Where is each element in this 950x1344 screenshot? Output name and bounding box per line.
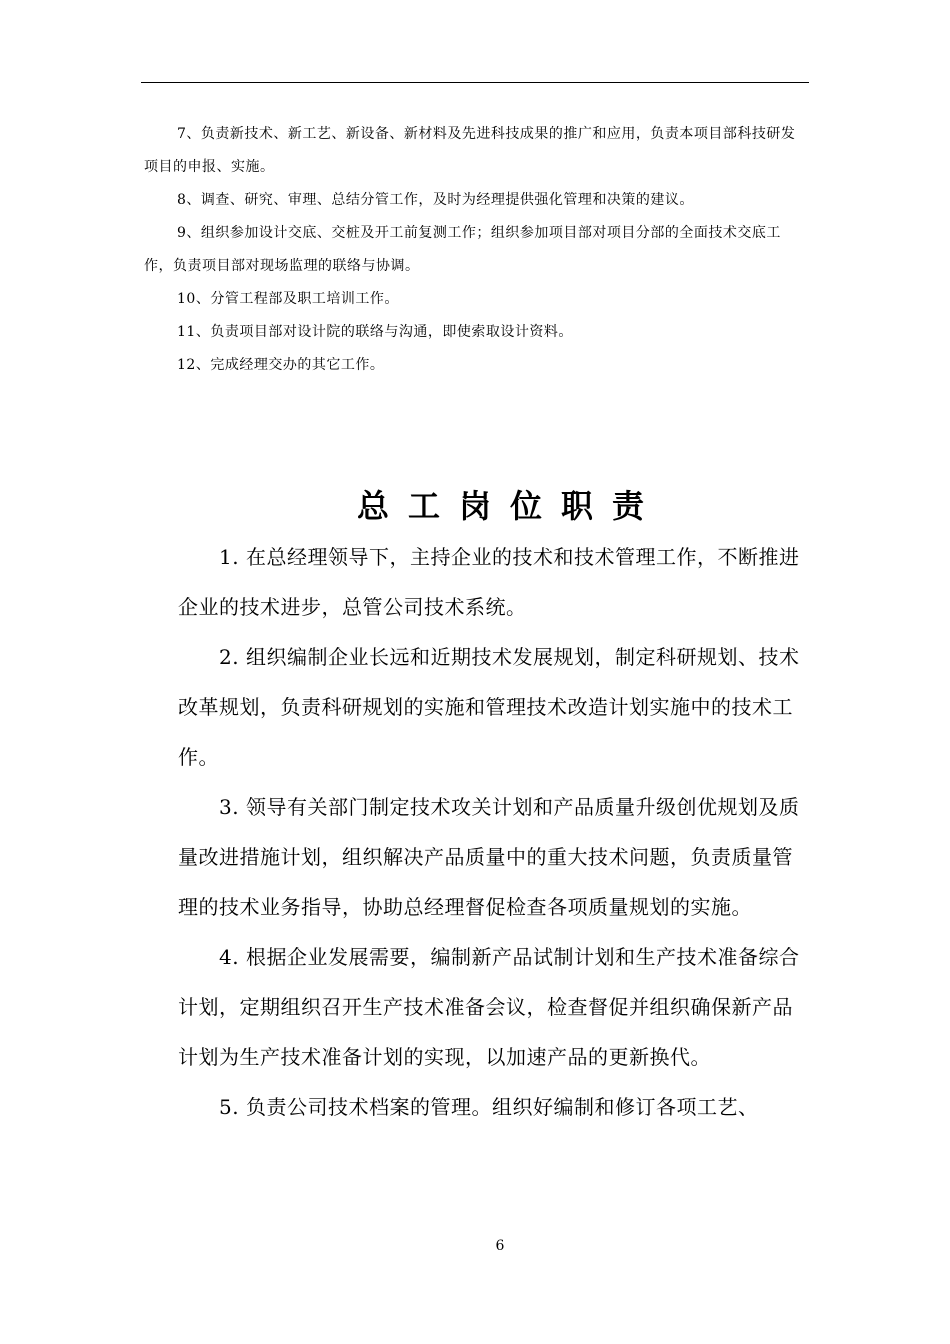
duty-paragraph: 1. 在总经理领导下，主持企业的技术和技术管理工作，不断推进企业的技术进步，总管公司技术系统。 (178, 545, 800, 619)
list-item: 11、负责项目部对设计院的联络与沟通，即使索取设计资料。 (177, 324, 573, 340)
duty-paragraph: 4. 根据企业发展需要，编制新产品试制计划和生产技术准备综合计划，定期组织召开生产技术准备会议，检查督促并组织确保新产品计划为生产技术准备计划的实现，以加速产品的更新换代。 (178, 945, 800, 1069)
header-rule (141, 82, 809, 83)
list-item: 8、调查、研究、审理、总结分管工作，及时为经理提供强化管理和决策的建议。 (177, 192, 694, 208)
list-item: 10、分管工程部及职工培训工作。 (177, 291, 399, 307)
chief-engineer-duties (178, 532, 808, 1132)
list-item: 12、完成经理交办的其它工作。 (177, 357, 385, 373)
duty-paragraph: 2. 组织编制企业长远和近期技术发展规划，制定科研规划、技术改革规划，负责科研规划的实施和管理技术改造计划实施中的技术工作。 (178, 645, 800, 769)
duty-paragraph: 3. 领导有关部门制定技术攻关计划和产品质量升级创优规划及质量改进措施计划，组织解决产品质量中的重大技术问题，负责质量管理的技术业务指导，协助总经理督促检查各项质量规划的实施。 (178, 795, 800, 919)
responsibility-list-upper (144, 118, 809, 382)
page-number: 6 (495, 1238, 505, 1254)
section-title: 总工岗位职责 (356, 487, 663, 525)
list-item: 7、负责新技术、新工艺、新设备、新材料及先进科技成果的推广和应用，负责本项目部科技研发项目的申报、实施。 (144, 126, 796, 175)
duty-paragraph: 5. 负责公司技术档案的管理。组织好编制和修订各项工艺、 (219, 1095, 759, 1119)
list-item: 9、组织参加设计交底、交桩及开工前复测工作；组织参加项目部对项目分部的全面技术交底工作，负责项目部对现场监理的联络与协调。 (144, 225, 781, 274)
